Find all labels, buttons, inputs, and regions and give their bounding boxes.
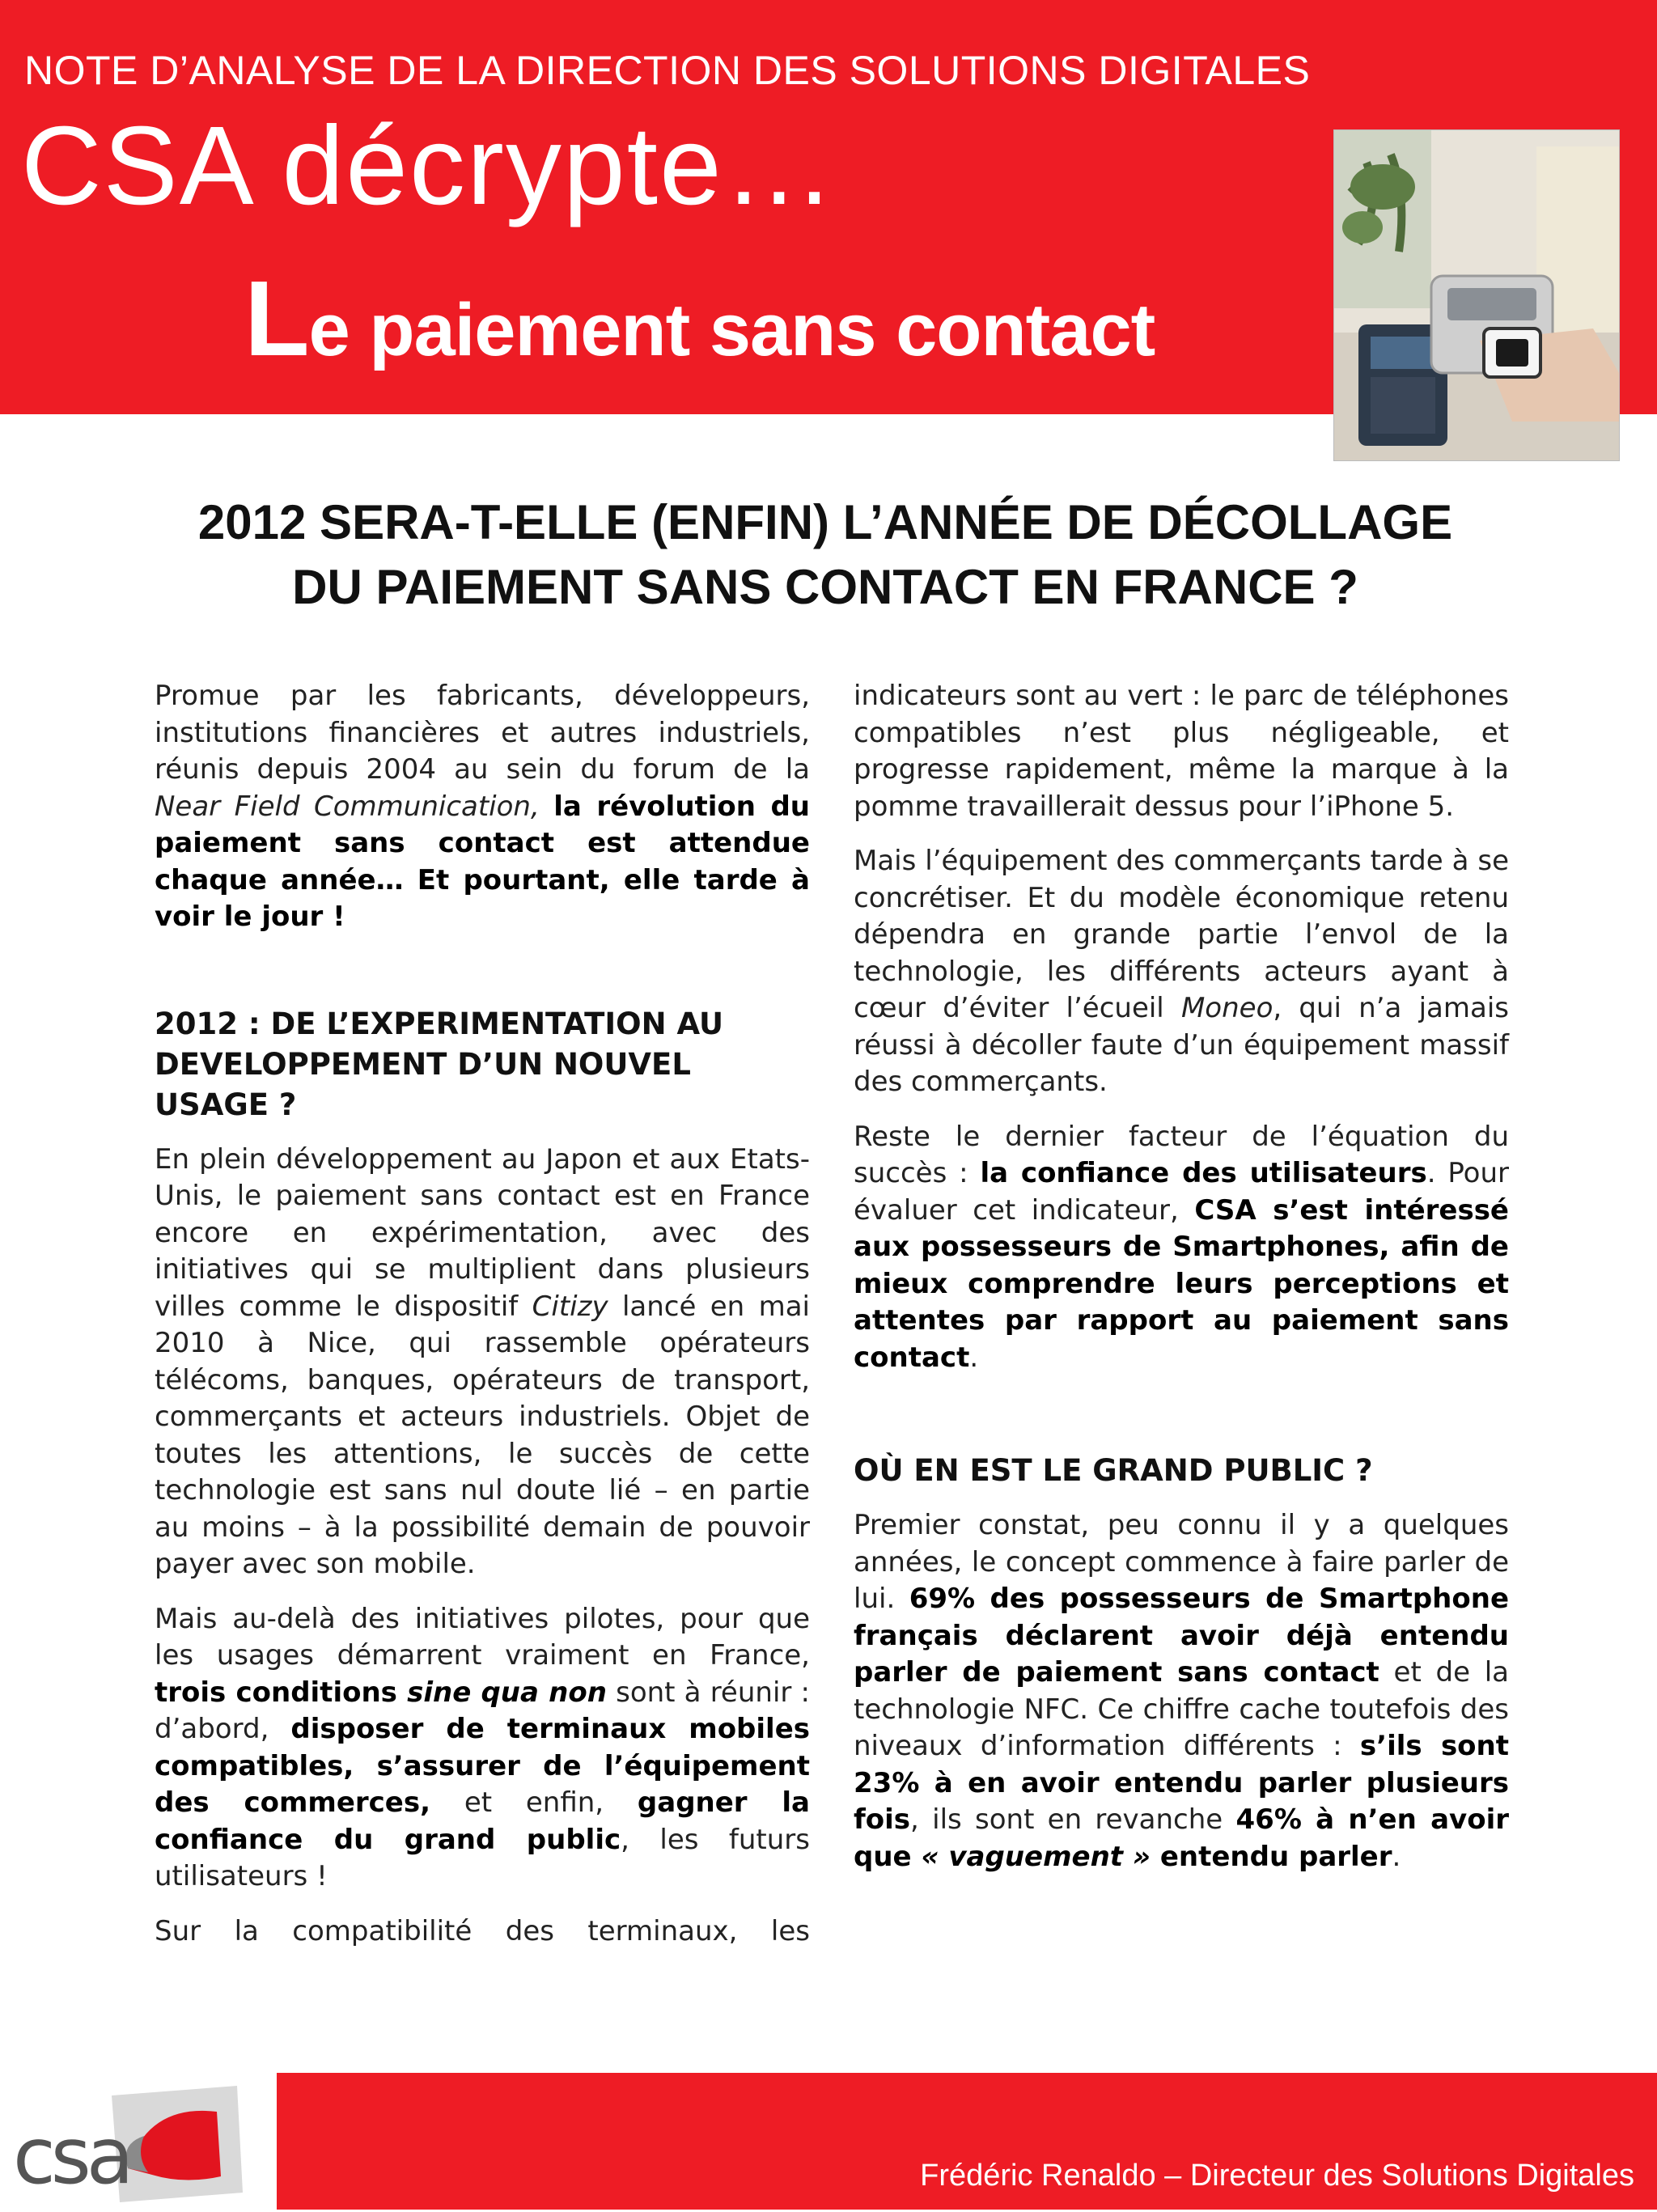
r-p3-bold-1: la confiance des utilisateurs bbox=[980, 1157, 1427, 1189]
footer-banner bbox=[277, 2073, 1657, 2210]
subject-initial: L bbox=[244, 259, 309, 378]
r-p2-text-b: , qui n’a jamais réussi à décoller faute d’un équipement massif des commerçants. bbox=[854, 992, 1509, 1098]
r-p4-text-e: , ils sont en revanche bbox=[910, 1803, 1236, 1836]
r-p4-text-a: Premier constat, peu connu il y a quelques années, le concept commence à faire parler de lui. bbox=[854, 1509, 1509, 1615]
brand-title: CSA décrypte… bbox=[21, 104, 837, 228]
r-p4-bold-2: s’ils sont 23% à en avoir entendu parler plusieurs fois bbox=[854, 1730, 1509, 1836]
p1-citizy: Citizy bbox=[532, 1290, 608, 1323]
intro-nfc: Near Field Communication, bbox=[155, 790, 540, 823]
r-p4-bold-italic: « vaguement » bbox=[921, 1840, 1151, 1873]
paragraph-indicators: indicateurs sont au vert : le parc de téléphones compatibles n’est plus négligeable, et progresse rapidement, même la marque à la pomme travaillerait dessus pour l’iPhone 5. bbox=[854, 680, 1509, 823]
r-p4-text-i: . bbox=[1392, 1840, 1401, 1873]
paragraph-experimentation bbox=[155, 1142, 810, 1583]
csa-logo-text: csa bbox=[13, 2111, 129, 2201]
headline bbox=[113, 490, 1537, 620]
section-heading-1-line-2: DEVELOPPEMENT D’UN NOUVEL USAGE ? bbox=[155, 1046, 691, 1122]
r-p4-bold-3: 46% à n’en avoir que bbox=[854, 1803, 1509, 1873]
p2-bold-2: disposer de terminaux mobiles compatibles, s’assurer de l’équipement des commerces, bbox=[155, 1713, 810, 1819]
r-p3-text-c: . Pour évaluer cet indicateur, bbox=[854, 1157, 1509, 1227]
p1-text-a: En plein développement au Japon et aux Etats-Unis, le paiement sans contact est en France encore en expérimentation, avec des initiatives qui se multiplient dans plusieurs villes comme le dispositif bbox=[155, 1142, 810, 1323]
paragraph-conditions bbox=[155, 1601, 810, 1896]
r-p2-moneo: Moneo bbox=[1180, 992, 1273, 1024]
p2-bold-3: gagner la confiance du grand public bbox=[155, 1786, 810, 1856]
r-p3-text-e: . bbox=[969, 1341, 979, 1374]
paragraph-trust bbox=[854, 1119, 1509, 1377]
p2-text-c: sont à réunir : d’abord, bbox=[155, 1676, 810, 1745]
p2-bold-1: trois conditions bbox=[155, 1676, 408, 1709]
csa-logo bbox=[6, 2079, 249, 2209]
r-p4-text-c: et de la technologie NFC. Ce chiffre cache toutefois des niveaux d’information différents : bbox=[854, 1656, 1509, 1762]
subject-rest: e paiement sans contact bbox=[308, 289, 1155, 371]
paragraph-merchants bbox=[854, 843, 1509, 1101]
contactless-payment-photo bbox=[1333, 129, 1620, 461]
r-p4-bold-4: entendu parler bbox=[1150, 1840, 1392, 1873]
r-p3-text-a: Reste le dernier facteur de l’équation du succès : bbox=[854, 1120, 1509, 1189]
headline-line-2: DU PAIEMENT SANS CONTACT EN FRANCE ? bbox=[292, 560, 1358, 614]
intro-paragraph bbox=[155, 678, 810, 936]
left-column bbox=[155, 678, 810, 1968]
r-p2-text-a: Mais l’équipement des commerçants tarde à se concrétiser. Et du modèle économique retenu dépendra en grande partie l’envol de la technologie, les différents acteurs ayant à cœur d’éviter l’écueil bbox=[854, 845, 1509, 1024]
author-credit: Frédéric Renaldo – Directeur des Solutions Digitales bbox=[920, 2159, 1634, 2193]
intro-text: Promue par les fabricants, développeurs, institutions financières et autres industriels, réunis depuis 2004 au sein du forum de la bbox=[155, 680, 810, 786]
section-heading-1-line-1: 2012 : DE L’EXPERIMENTATION AU bbox=[155, 1006, 724, 1041]
section-heading-2: OÙ EN EST LE GRAND PUBLIC ? bbox=[854, 1453, 1373, 1488]
paragraph-compatibility: Sur la compatibilité des terminaux, les bbox=[155, 1914, 810, 1947]
r-p4-bold-1: 69% des possesseurs de Smartphone français déclarent avoir déjà entendu parler de paiement sans contact bbox=[854, 1583, 1510, 1689]
right-column bbox=[854, 678, 1509, 1893]
p2-text-a: Mais au-delà des initiatives pilotes, pour que les usages démarrent vraiment en France, bbox=[155, 1602, 810, 1672]
section-heading-1 bbox=[155, 1004, 810, 1125]
p2-text-e: et enfin, bbox=[430, 1786, 638, 1819]
r-p3-bold-2: CSA s’est intéressé aux possesseurs de Smartphones, afin de mieux comprendre leurs perceptions et attentes par rapport au paiement sans contact bbox=[854, 1193, 1509, 1374]
paragraph-public bbox=[854, 1507, 1509, 1875]
kicker: NOTE D’ANALYSE DE LA DIRECTION DES SOLUTIONS DIGITALES bbox=[24, 48, 1311, 93]
p2-bold-italic: sine qua non bbox=[407, 1676, 607, 1709]
subject-title bbox=[244, 257, 1155, 379]
p2-text-g: , les futurs utilisateurs ! bbox=[155, 1823, 810, 1892]
p1-text-b: lancé en mai 2010 à Nice, qui rassemble opérateurs télécoms, banques, opérateurs de transport, commerçants et acteurs industriels. Objet de toutes les attentions, le succès de cette technologie est sans nul doute lié – en partie au moins – à la possibilité demain de pouvoir payer avec son mobile. bbox=[155, 1290, 811, 1580]
csa-logo-graphic bbox=[6, 2079, 249, 2209]
headline-line-1: 2012 SERA-T-ELLE (ENFIN) L’ANNÉE DE DÉCOLLAGE bbox=[197, 495, 1453, 549]
intro-bold: la révolution du paiement sans contact est attendue chaque année… Et pourtant, elle tarde à voir le jour ! bbox=[155, 790, 811, 933]
photo-illustration bbox=[1334, 130, 1619, 460]
